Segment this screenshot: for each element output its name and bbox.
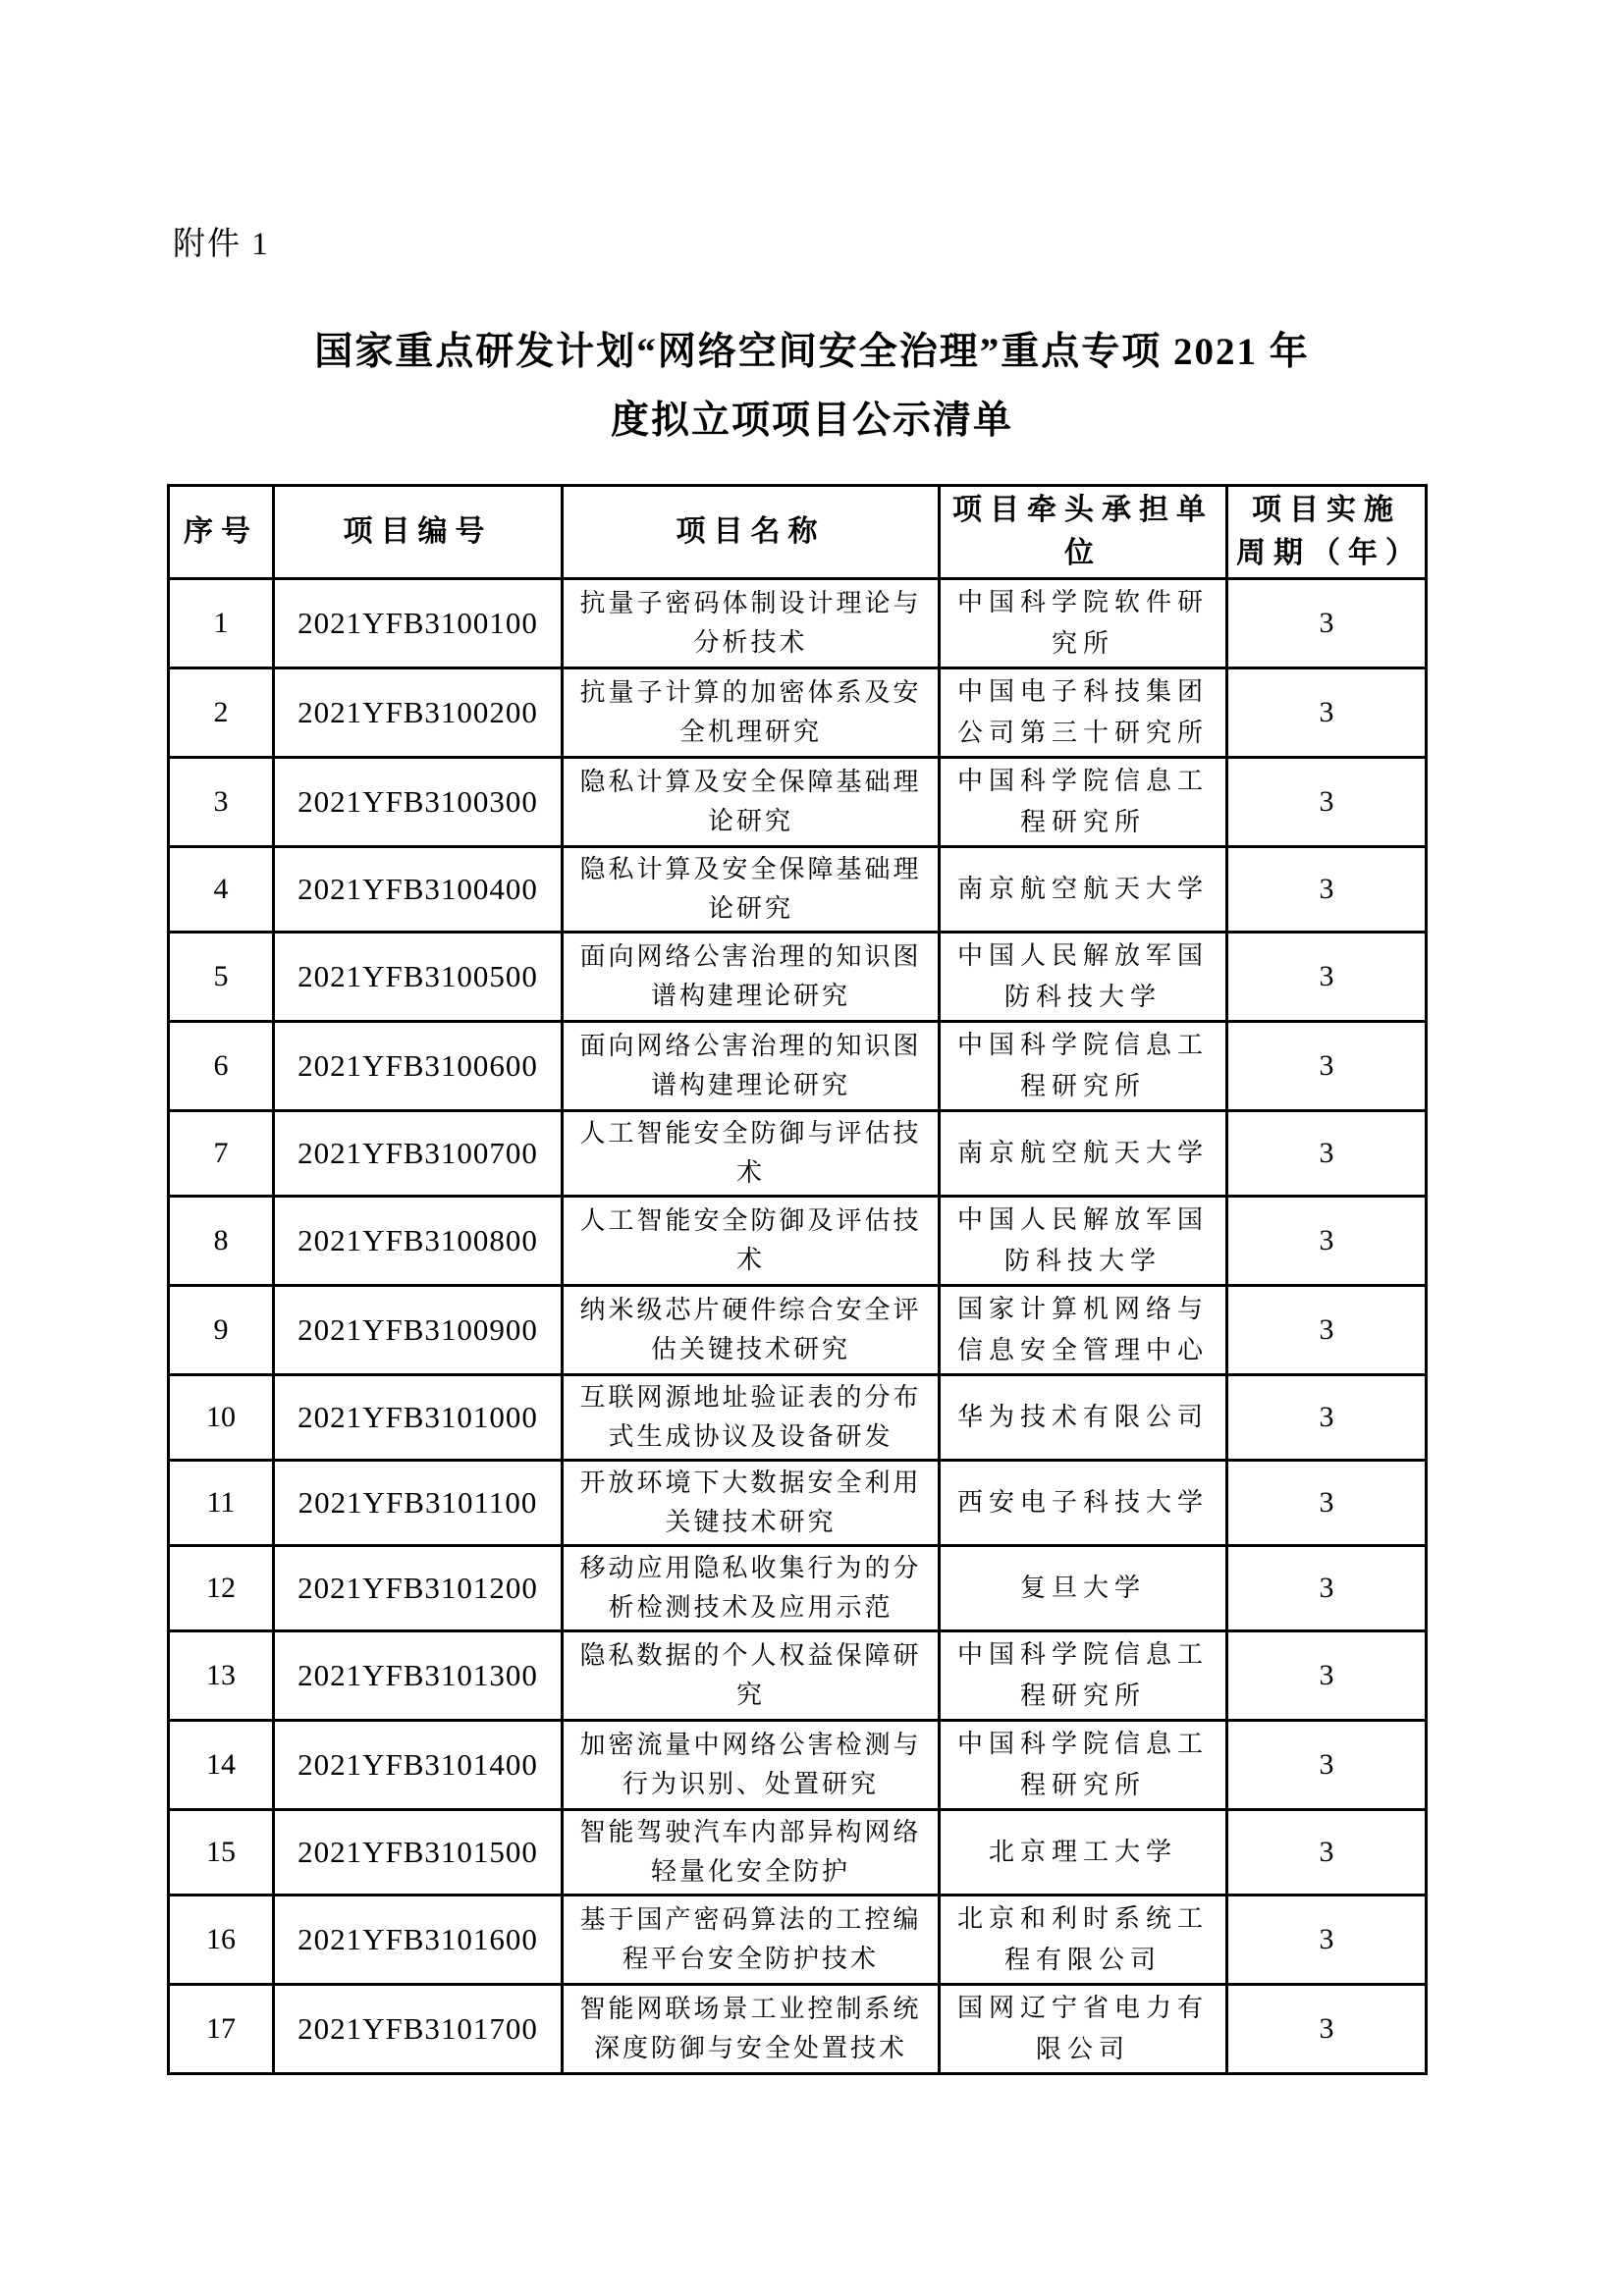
cell-period: 3 (1227, 1375, 1427, 1461)
cell-period: 3 (1227, 1896, 1427, 1985)
cell-lead-unit: 西安电子科技大学 (940, 1461, 1227, 1546)
cell-project-name: 人工智能安全防御及评估技术 (563, 1197, 940, 1286)
cell-project-name: 互联网源地址验证表的分布式生成协议及设备研发 (563, 1375, 940, 1461)
cell-period: 3 (1227, 1546, 1427, 1631)
table-row (169, 1461, 1427, 1546)
table-row (169, 1546, 1427, 1631)
table-row (169, 1721, 1427, 1810)
cell-project-code: 2021YFB3100300 (274, 758, 563, 847)
cell-project-name: 移动应用隐私收集行为的分析检测技术及应用示范 (563, 1546, 940, 1631)
cell-project-name: 开放环境下大数据安全利用关键技术研究 (563, 1461, 940, 1546)
cell-lead-unit: 中国科学院信息工程研究所 (940, 1022, 1227, 1111)
cell-period: 3 (1227, 1111, 1427, 1197)
cell-project-code: 2021YFB3101100 (274, 1461, 563, 1546)
cell-lead-unit: 中国人民解放军国防科技大学 (940, 933, 1227, 1022)
cell-lead-unit: 中国科学院信息工程研究所 (940, 1721, 1227, 1810)
cell-project-name: 抗量子密码体制设计理论与分析技术 (563, 579, 940, 668)
cell-project-code: 2021YFB3100800 (274, 1197, 563, 1286)
cell-period: 3 (1227, 1461, 1427, 1546)
cell-project-code: 2021YFB3101300 (274, 1631, 563, 1721)
cell-project-code: 2021YFB3100500 (274, 933, 563, 1022)
cell-serial: 16 (169, 1896, 274, 1985)
header-serial: 序号 (169, 486, 274, 579)
cell-lead-unit: 南京航空航天大学 (940, 847, 1227, 933)
cell-project-code: 2021YFB3100700 (274, 1111, 563, 1197)
cell-project-code: 2021YFB3100100 (274, 579, 563, 668)
cell-period: 3 (1227, 1810, 1427, 1896)
table-row (169, 847, 1427, 933)
cell-period: 3 (1227, 933, 1427, 1022)
cell-serial: 1 (169, 579, 274, 668)
projects-table (167, 484, 1428, 2075)
cell-lead-unit: 中国科学院信息工程研究所 (940, 758, 1227, 847)
table-row (169, 668, 1427, 758)
cell-serial: 4 (169, 847, 274, 933)
cell-lead-unit: 北京理工大学 (940, 1810, 1227, 1896)
cell-period: 3 (1227, 1721, 1427, 1810)
table-body (169, 579, 1427, 2074)
cell-project-code: 2021YFB3101200 (274, 1546, 563, 1631)
cell-serial: 8 (169, 1197, 274, 1286)
cell-project-name: 纳米级芯片硬件综合安全评估关键技术研究 (563, 1286, 940, 1375)
table-row (169, 1896, 1427, 1985)
cell-lead-unit: 中国电子科技集团公司第三十研究所 (940, 668, 1227, 758)
cell-lead-unit: 华为技术有限公司 (940, 1375, 1227, 1461)
cell-period: 3 (1227, 758, 1427, 847)
table-row (169, 1197, 1427, 1286)
projects-table-container (167, 484, 1428, 2075)
table-row (169, 1286, 1427, 1375)
attachment-label: 附件 1 (173, 227, 270, 262)
cell-project-name: 抗量子计算的加密体系及安全机理研究 (563, 668, 940, 758)
cell-period: 3 (1227, 1286, 1427, 1375)
cell-project-code: 2021YFB3101700 (274, 1985, 563, 2074)
cell-serial: 14 (169, 1721, 274, 1810)
document-title-line2: 度拟立项项目公示清单 (610, 400, 1013, 442)
cell-serial: 11 (169, 1461, 274, 1546)
cell-period: 3 (1227, 1631, 1427, 1721)
cell-period: 3 (1227, 579, 1427, 668)
cell-serial: 7 (169, 1111, 274, 1197)
cell-lead-unit: 中国科学院软件研究所 (940, 579, 1227, 668)
document-title-line1: 国家重点研发计划“网络空间安全治理”重点专项 2021 年 (314, 331, 1310, 373)
cell-project-code: 2021YFB3101600 (274, 1896, 563, 1985)
cell-serial: 3 (169, 758, 274, 847)
header-period: 项目实施周期（年） (1227, 486, 1427, 579)
table-row (169, 933, 1427, 1022)
cell-lead-unit: 北京和利时系统工程有限公司 (940, 1896, 1227, 1985)
cell-lead-unit: 中国科学院信息工程研究所 (940, 1631, 1227, 1721)
cell-project-code: 2021YFB3100400 (274, 847, 563, 933)
table-row (169, 758, 1427, 847)
cell-project-name: 加密流量中网络公害检测与行为识别、处置研究 (563, 1721, 940, 1810)
cell-period: 3 (1227, 1985, 1427, 2074)
cell-lead-unit: 中国人民解放军国防科技大学 (940, 1197, 1227, 1286)
header-lead-unit: 项目牵头承担单位 (940, 486, 1227, 579)
cell-serial: 2 (169, 668, 274, 758)
table-row (169, 1022, 1427, 1111)
cell-project-name: 隐私计算及安全保障基础理论研究 (563, 758, 940, 847)
cell-project-name: 智能网联场景工业控制系统深度防御与安全处置技术 (563, 1985, 940, 2074)
cell-project-name: 隐私数据的个人权益保障研究 (563, 1631, 940, 1721)
table-row (169, 1375, 1427, 1461)
cell-serial: 17 (169, 1985, 274, 2074)
cell-serial: 5 (169, 933, 274, 1022)
cell-project-name: 智能驾驶汽车内部异构网络轻量化安全防护 (563, 1810, 940, 1896)
table-row (169, 579, 1427, 668)
table-row (169, 1631, 1427, 1721)
cell-lead-unit: 复旦大学 (940, 1546, 1227, 1631)
table-row (169, 1810, 1427, 1896)
table-header-row (169, 486, 1427, 579)
header-project-name: 项目名称 (563, 486, 940, 579)
cell-serial: 15 (169, 1810, 274, 1896)
table-row (169, 1111, 1427, 1197)
cell-serial: 9 (169, 1286, 274, 1375)
cell-project-name: 人工智能安全防御与评估技术 (563, 1111, 940, 1197)
table-header (169, 486, 1427, 579)
cell-period: 3 (1227, 847, 1427, 933)
cell-project-code: 2021YFB3101000 (274, 1375, 563, 1461)
cell-serial: 6 (169, 1022, 274, 1111)
document-title (0, 318, 1624, 455)
cell-lead-unit: 南京航空航天大学 (940, 1111, 1227, 1197)
cell-serial: 13 (169, 1631, 274, 1721)
header-project-code: 项目编号 (274, 486, 563, 579)
cell-lead-unit: 国家计算机网络与信息安全管理中心 (940, 1286, 1227, 1375)
cell-project-code: 2021YFB3100200 (274, 668, 563, 758)
cell-project-name: 隐私计算及安全保障基础理论研究 (563, 847, 940, 933)
cell-project-name: 面向网络公害治理的知识图谱构建理论研究 (563, 1022, 940, 1111)
cell-project-code: 2021YFB3100900 (274, 1286, 563, 1375)
cell-project-name: 基于国产密码算法的工控编程平台安全防护技术 (563, 1896, 940, 1985)
cell-period: 3 (1227, 668, 1427, 758)
cell-serial: 12 (169, 1546, 274, 1631)
cell-project-code: 2021YFB3100600 (274, 1022, 563, 1111)
cell-period: 3 (1227, 1197, 1427, 1286)
table-row (169, 1985, 1427, 2074)
cell-project-code: 2021YFB3101500 (274, 1810, 563, 1896)
cell-period: 3 (1227, 1022, 1427, 1111)
cell-project-code: 2021YFB3101400 (274, 1721, 563, 1810)
cell-serial: 10 (169, 1375, 274, 1461)
cell-project-name: 面向网络公害治理的知识图谱构建理论研究 (563, 933, 940, 1022)
cell-lead-unit: 国网辽宁省电力有限公司 (940, 1985, 1227, 2074)
